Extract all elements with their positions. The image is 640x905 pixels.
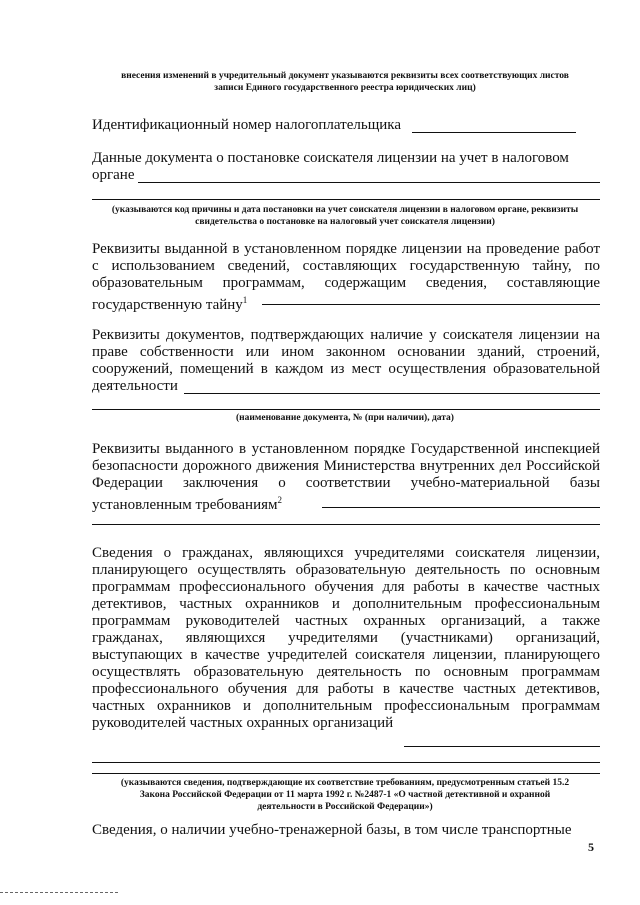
premises-note: (наименование документа, № (при наличии), дата) (236, 413, 454, 423)
top-note-line1: внесения изменений в учредительный документ указываются реквизиты всех соответствующих листов (121, 71, 569, 81)
founders-field-2[interactable] (92, 762, 600, 763)
tax-reg-field-1[interactable] (138, 182, 600, 183)
gibdd-field-2[interactable] (92, 524, 600, 525)
founders-note-3: деятельности в Российской Федерации») (257, 802, 433, 812)
tax-reg-line1: Данные документа о постановке соискателя лицензии на учет в налоговом (92, 150, 569, 166)
founders-note-1: (указываются сведения, подтверждающие их соответствие требованиям, предусмотренным статьей 15.2 (120, 778, 570, 788)
tax-reg-note-2: свидетельства о постановке на налоговый учет соискателя лицензии) (195, 217, 495, 227)
founders-note-2: Закона Российской Федерации от 11 марта 1992 г. №2487-1 «О частной детективной и охранной (139, 790, 551, 800)
page-number: 5 (588, 840, 594, 854)
premises-text: Реквизиты документов, подтверждающих наличие у соискателя лицензии на праве собственности или ином законном основании зданий, строений, сооружений, помещений в каждом из мест осуществления образовательной деятельности (92, 327, 600, 394)
founders-field-3[interactable] (92, 773, 600, 774)
tax-reg-line2: органе (92, 167, 135, 183)
inn-field[interactable] (412, 132, 576, 133)
top-note-line2: записи Единого государственного реестра юридических лиц) (214, 83, 476, 93)
inn-label: Идентификационный номер налогоплательщика (92, 117, 402, 133)
premises-field-1[interactable] (184, 393, 600, 394)
founders-field-1[interactable] (404, 746, 600, 747)
secret-license-field[interactable] (262, 304, 600, 305)
premises-field-2[interactable] (92, 409, 600, 410)
scan-edge-mark (0, 892, 118, 893)
founders-text: Сведения о гражданах, являющихся учредителями соискателя лицензии, планирующего осуществлять образовательную деятельность по основным программам профессионального обучения для работы в качестве частных детективов, частных охранников и дополнительным профессиональным программам руководителей частных охранных организаций, а также гражданах, являющихся учредителями (участниками) организаций, выступающих в качестве учредителей соискателя лицензии, планирующего осуществлять образовательную деятельность по основным программам профессионального обучения для работы в качестве частных детективов, частных охранников и дополнительным профессиональным программам руководителей частных охранных организаций (92, 545, 600, 731)
gibdd-text: Реквизиты выданного в установленном порядке Государственной инспекцией безопасности дорожного движения Министерства внутренних дел Российской Федерации заключения о соответствии учебно-материальной базы установленным требованиям$^2$ (92, 441, 600, 513)
training-base-text: Сведения, о наличии учебно-тренажерной базы, в том числе транспортные (92, 822, 572, 838)
tax-reg-field-2[interactable] (92, 199, 600, 200)
footnote-ref-1: 1 (242, 295, 248, 305)
footnote-ref-2: 2 (277, 495, 283, 505)
gibdd-field-1[interactable] (322, 507, 600, 508)
tax-reg-note-1: (указываются код причины и дата постановки на учет соискателя лицензии в налоговом органе, реквизиты (111, 205, 579, 215)
secret-license-text: Реквизиты выданной в установленном порядке лицензии на проведение работ с использованием сведений, составляющих государственную тайну, по образовательным программам, содержащим сведения, составляющие государственную тайну$^1$ (92, 241, 600, 313)
